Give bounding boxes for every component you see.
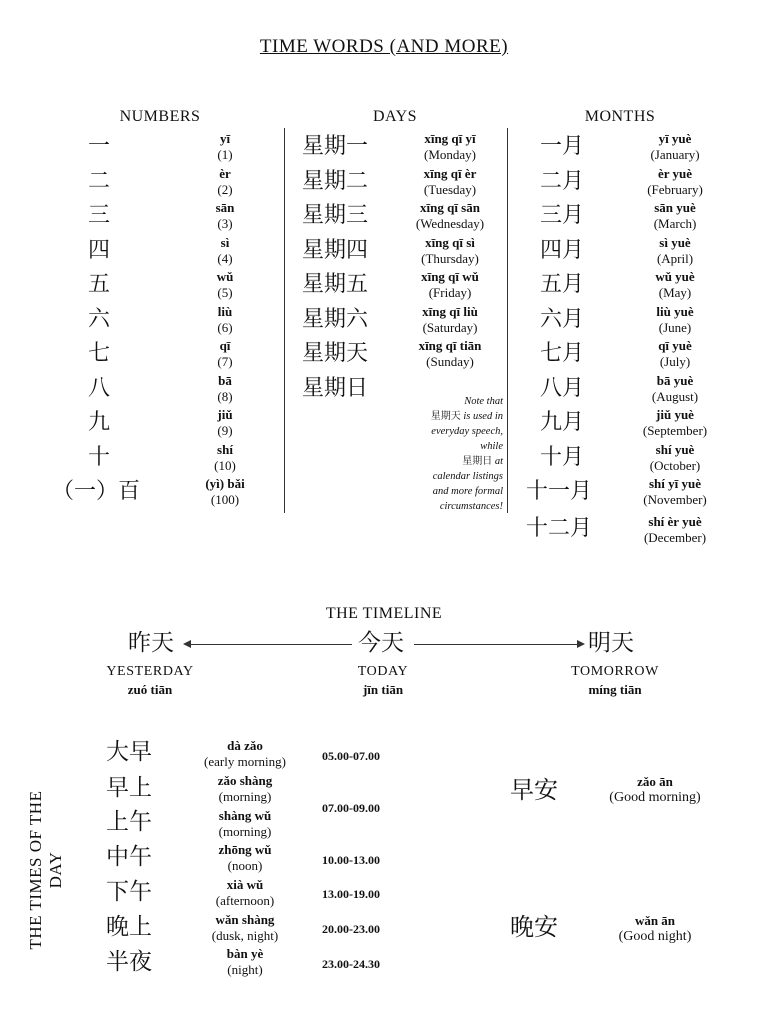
number-han: 十 [88, 445, 111, 470]
number-han: 七 [88, 341, 111, 366]
number-han: （一）百 [52, 479, 141, 504]
tod-gloss: (dusk, night) [211, 928, 279, 943]
month-gloss: (August) [651, 389, 699, 404]
number-han: 八 [88, 376, 111, 401]
number-han: 九 [88, 410, 111, 435]
number-pinyin: qī [219, 338, 231, 353]
tomorrow-han: 明天 [588, 630, 634, 656]
day-han: 星期三 [302, 203, 369, 228]
day-gloss: (Thursday) [421, 251, 479, 266]
month-pinyin: qī yuè [658, 338, 692, 353]
day-gloss: (Friday) [428, 285, 472, 300]
number-pinyin: shí [217, 442, 233, 457]
note-line: calendar listings [432, 471, 503, 482]
month-gloss: (December) [643, 530, 707, 545]
month-gloss: (June) [658, 320, 692, 335]
month-han: 三月 [540, 203, 585, 228]
day-han: 星期六 [302, 307, 369, 332]
tod-han: 晚上 [106, 914, 152, 940]
number-han: 四 [88, 238, 111, 263]
month-han: 二月 [540, 169, 585, 194]
note-text: at [492, 456, 503, 467]
number-pinyin: (yì) bǎi [205, 476, 245, 491]
month-pinyin: èr yuè [657, 166, 693, 181]
greeting-pinyin: wǎn ān [634, 913, 676, 928]
note-line: Note that [464, 396, 503, 407]
tod-han: 早上 [106, 775, 152, 801]
number-pinyin: liù [217, 304, 233, 319]
tod-gloss: (morning) [218, 789, 272, 804]
month-han: 十二月 [526, 516, 593, 541]
number-pinyin: èr [219, 166, 231, 181]
yesterday-pinyin: zuó tiān [127, 682, 173, 697]
month-han: 七月 [540, 341, 585, 366]
times-of-day-heading: THE TIMES OF THE DAY [26, 790, 65, 950]
number-pinyin: sān [215, 200, 235, 215]
numbers-heading: NUMBERS [119, 108, 201, 125]
day-pinyin: xīng qī yī [424, 131, 476, 146]
number-han: 六 [88, 307, 111, 332]
month-pinyin: sān yuè [654, 200, 696, 215]
number-gloss: (7) [217, 354, 233, 369]
note-line: everyday speech, [431, 426, 503, 437]
days-note [395, 394, 503, 514]
today-pinyin: jīn tiān [362, 682, 404, 697]
month-gloss: (November) [643, 492, 707, 507]
month-han: 八月 [540, 376, 585, 401]
number-han: 一 [88, 134, 111, 159]
month-han: 十月 [540, 445, 585, 470]
greeting-gloss: (Good morning) [609, 790, 701, 805]
note-han: 星期天 [430, 411, 461, 422]
time-range: 23.00-24.30 [322, 957, 380, 971]
number-pinyin: yī [219, 131, 231, 146]
month-pinyin: jiǔ yuè [656, 407, 694, 422]
number-gloss: (100) [210, 492, 240, 507]
month-gloss: (July) [659, 354, 691, 369]
month-pinyin: yī yuè [658, 131, 692, 146]
day-pinyin: xīng qī èr [423, 166, 477, 181]
tod-pinyin: shàng wǔ [218, 808, 272, 823]
month-han: 四月 [540, 238, 585, 263]
tod-gloss: (morning) [218, 824, 272, 839]
divider-numbers-days [284, 128, 285, 513]
tod-han: 上午 [106, 809, 152, 835]
day-gloss: (Monday) [424, 147, 476, 162]
number-gloss: (4) [217, 251, 233, 266]
month-gloss: (January) [650, 147, 700, 162]
time-range: 20.00-23.00 [322, 922, 380, 936]
tomorrow-pinyin: míng tiān [588, 682, 642, 697]
number-gloss: (5) [217, 285, 233, 300]
month-han: 十一月 [526, 479, 593, 504]
today-english: TODAY [357, 664, 409, 679]
number-han: 五 [88, 272, 111, 297]
number-gloss: (1) [217, 147, 233, 162]
number-gloss: (3) [217, 216, 233, 231]
month-pinyin: shí yī yuè [648, 476, 701, 491]
day-gloss: (Tuesday) [423, 182, 477, 197]
number-gloss: (10) [214, 458, 236, 473]
divider-days-months [507, 128, 508, 513]
days-heading: DAYS [372, 108, 418, 125]
number-pinyin: wǔ [216, 269, 234, 284]
greeting-han: 早安 [510, 776, 558, 804]
month-pinyin: sì yuè [659, 235, 691, 250]
month-han: 一月 [540, 134, 585, 159]
month-han: 六月 [540, 307, 585, 332]
day-pinyin: xīng qī sān [420, 200, 480, 215]
tod-gloss: (afternoon) [215, 893, 275, 908]
day-pinyin: xīng qī tiān [418, 338, 482, 353]
tod-pinyin: zǎo shàng [217, 773, 273, 788]
month-han: 九月 [540, 410, 585, 435]
number-han: 二 [88, 169, 111, 194]
note-line [395, 454, 503, 469]
timeline-line-right [414, 644, 578, 645]
day-han: 星期二 [302, 169, 369, 194]
day-gloss: (Sunday) [426, 354, 474, 369]
month-pinyin: wǔ yuè [655, 269, 695, 284]
page-title: TIME WORDS (AND MORE) [259, 36, 509, 57]
time-range: 13.00-19.00 [322, 887, 380, 901]
timeline-heading: THE TIMELINE [325, 605, 443, 622]
day-pinyin: xīng qī wǔ [421, 269, 479, 284]
yesterday-han: 昨天 [128, 630, 174, 656]
note-line [395, 409, 503, 424]
month-gloss: (October) [649, 458, 701, 473]
number-gloss: (8) [217, 389, 233, 404]
month-pinyin: shí yuè [655, 442, 695, 457]
note-line: while [480, 441, 503, 452]
time-range: 05.00-07.00 [322, 749, 380, 763]
today-han: 今天 [358, 630, 404, 656]
greeting-gloss: (Good night) [618, 929, 692, 944]
timeline-line-left [190, 644, 352, 645]
month-gloss: (March) [653, 216, 697, 231]
tod-pinyin: wǎn shàng [215, 912, 275, 927]
tod-pinyin: bàn yè [226, 946, 264, 961]
tod-gloss: (night) [227, 962, 263, 977]
month-pinyin: bā yuè [656, 373, 694, 388]
tod-han: 下午 [106, 879, 152, 905]
greeting-pinyin: zǎo ān [637, 774, 673, 789]
number-pinyin: jiǔ [217, 407, 233, 422]
tod-han: 半夜 [106, 949, 152, 975]
note-text: is used in [460, 411, 503, 422]
day-pinyin: xīng qī liù [422, 304, 478, 319]
day-han: 星期五 [302, 272, 369, 297]
number-gloss: (9) [217, 423, 233, 438]
day-han: 星期一 [302, 134, 369, 159]
months-heading: MONTHS [584, 108, 656, 125]
arrow-right-icon [577, 640, 585, 648]
month-pinyin: shí èr yuè [648, 514, 702, 529]
time-range: 07.00-09.00 [322, 801, 380, 815]
tod-gloss: (noon) [227, 858, 263, 873]
note-han: 星期日 [462, 456, 493, 467]
tod-pinyin: dà zǎo [227, 738, 263, 753]
note-line: circumstances! [439, 501, 503, 512]
number-pinyin: sì [220, 235, 230, 250]
greeting-han: 晚安 [510, 913, 558, 941]
day-han: 星期天 [302, 341, 369, 366]
month-gloss: (April) [656, 251, 694, 266]
yesterday-english: YESTERDAY [106, 664, 194, 679]
month-gloss: (September) [642, 423, 708, 438]
month-gloss: (February) [647, 182, 703, 197]
number-gloss: (2) [217, 182, 233, 197]
day-han: 星期四 [302, 238, 369, 263]
number-pinyin: bā [218, 373, 232, 388]
tomorrow-english: TOMORROW [571, 664, 659, 679]
tod-pinyin: zhōng wǔ [218, 842, 272, 857]
day-gloss: (Saturday) [422, 320, 478, 335]
number-gloss: (6) [217, 320, 233, 335]
number-han: 三 [88, 203, 111, 228]
month-han: 五月 [540, 272, 585, 297]
tod-pinyin: xià wǔ [226, 877, 264, 892]
tod-han: 中午 [106, 844, 152, 870]
month-gloss: (May) [658, 285, 692, 300]
note-line: and more formal [432, 486, 503, 497]
tod-han: 大早 [106, 739, 152, 765]
tod-gloss: (early morning) [204, 754, 286, 769]
day-pinyin: xīng qī sì [425, 235, 475, 250]
time-range: 10.00-13.00 [322, 853, 380, 867]
day-han: 星期日 [302, 376, 369, 401]
day-gloss: (Wednesday) [415, 216, 485, 231]
month-pinyin: liù yuè [656, 304, 694, 319]
